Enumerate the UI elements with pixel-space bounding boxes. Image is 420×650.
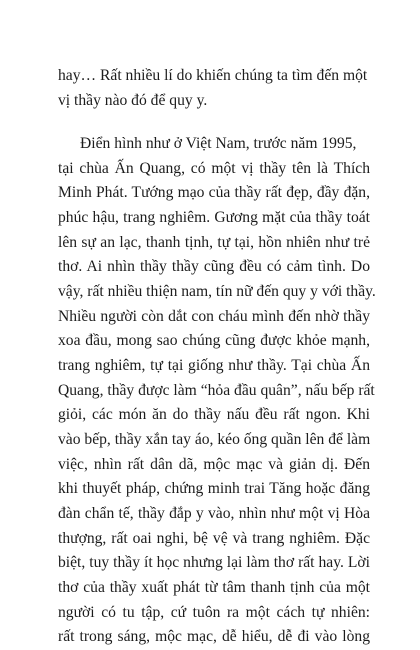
body-line: vị thầy nào đó để quy y.: [58, 92, 208, 109]
body-line: xoa đầu, mong sao chúng cũng được khỏe mạnh,: [58, 332, 370, 349]
body-line: vậy, rất nhiều thiện nam, tín nữ đến quy y với thầy.: [58, 283, 376, 300]
body-line: việc, nhìn rất dân dã, mộc mạc và giản dị. Đến: [58, 456, 370, 473]
body-line: phúc hậu, trang nghiêm. Gương mặt của thầy toát: [58, 209, 370, 226]
body-line: trang nghiêm, tự tại giống như thầy. Tại chùa Ấn: [58, 357, 370, 374]
body-line: Nhiều người còn dắt con cháu mình đến nhờ thầy: [58, 308, 370, 325]
body-line: vào bếp, thầy xắn tay áo, kéo ống quần lên để làm: [58, 431, 371, 448]
body-line: biệt, tuy thầy ít học nhưng lại làm thơ rất hay. Lời: [58, 554, 370, 571]
body-line: thượng, rất oai nghi, bệ vệ và trang nghiêm. Đặc: [58, 530, 370, 547]
body-line: lên sự an lạc, thanh tịnh, tự tại, hồn nhiên như trẻ: [58, 234, 370, 251]
body-line: thơ của thầy xuất phát từ tâm thanh tịnh của một: [58, 579, 370, 596]
body-line: rất trong sáng, mộc mạc, dễ hiểu, dễ đi vào lòng: [58, 628, 370, 645]
body-line: Điển hình như ở Việt Nam, trước năm 1995,: [80, 135, 357, 152]
body-line: thơ. Ai nhìn thầy thầy cũng đều có cảm tình. Do: [58, 258, 370, 275]
body-line: khi thuyết pháp, chứng minh trai Tăng hoặc đăng: [58, 480, 370, 497]
body-line: tại chùa Ấn Quang, có một vị thầy tên là Thích: [58, 160, 370, 177]
body-line: người có tu tập, cứ tuôn ra một cách tự nhiên:: [58, 604, 370, 621]
body-line: giỏi, các món ăn do thầy nấu đều rất ngon. Khi: [58, 406, 370, 423]
body-line: Quang, thầy được làm “hỏa đầu quân”, nấu bếp rất: [58, 382, 375, 399]
body-line: đàn chẩn tế, thầy đắp y vào, nhìn như một vị Hòa: [58, 505, 370, 522]
body-line: hay… Rất nhiều lí do khiến chúng ta tìm đến một: [58, 67, 368, 84]
body-line: Minh Phát. Tướng mạo của thầy rất đẹp, đầy đặn,: [58, 184, 370, 201]
